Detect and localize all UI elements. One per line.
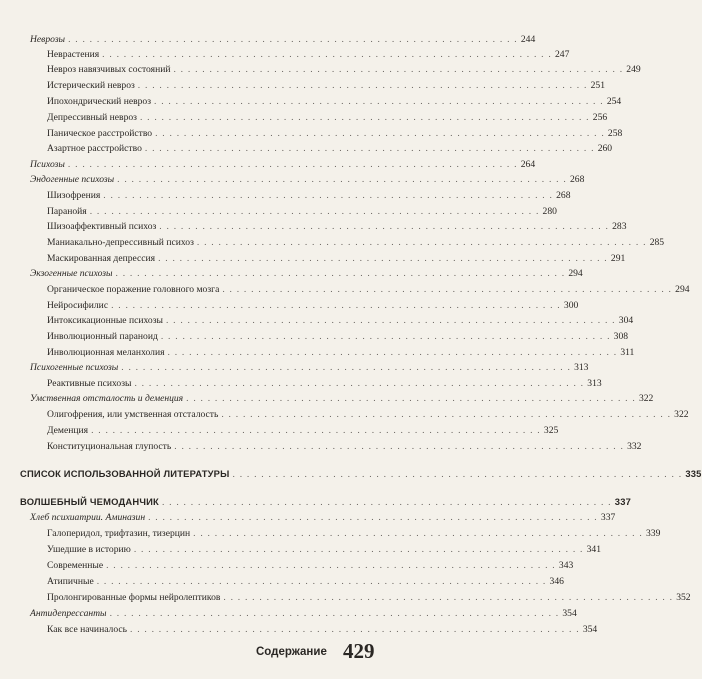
toc-entry-label: Антидепрессанты [30, 608, 107, 619]
toc-entry-label: Конституциональная глупость [47, 441, 172, 452]
toc-entry[interactable] [47, 128, 623, 139]
toc-leader-dots: . . . . . . . . . . . . . . . . . . . . . . . . . . . . . . . . . . . . . . . . . . . . . . . . . . . . . . . . . . . . . . . [67, 159, 518, 170]
toc-entry[interactable] [30, 393, 654, 404]
toc-entry[interactable] [47, 96, 622, 107]
toc-entry[interactable] [47, 112, 608, 123]
toc-entry-label: Эндогенные психозы [30, 174, 115, 185]
toc-entry-label: Экзогенные психозы [30, 268, 113, 279]
toc-entry-page: 300 [563, 300, 579, 311]
toc-leader-dots: . . . . . . . . . . . . . . . . . . . . . . . . . . . . . . . . . . . . . . . . . . . . . . . . . . . . . . . . . . . . . . . [222, 284, 673, 295]
toc-entry-label: СПИСОК ИСПОЛЬЗОВАННОЙ ЛИТЕРАТУРЫ [20, 468, 230, 479]
toc-entry-label: Истерический невроз [47, 80, 135, 91]
toc-entry-page: 311 [620, 347, 635, 358]
toc-entry[interactable] [47, 624, 598, 635]
toc-leader-dots: . . . . . . . . . . . . . . . . . . . . . . . . . . . . . . . . . . . . . . . . . . . . . . . . . . . . . . . . . . . . . . . [173, 64, 624, 75]
toc-entry-label: Современные [47, 560, 104, 571]
toc-entry-page: 339 [645, 528, 661, 539]
toc-leader-dots: . . . . . . . . . . . . . . . . . . . . . . . . . . . . . . . . . . . . . . . . . . . . . . . . . . . . . . . . . . . . . . . [91, 425, 541, 436]
toc-leader-dots: . . . . . . . . . . . . . . . . . . . . . . . . . . . . . . . . . . . . . . . . . . . . . . . . . . . . . . . . . . . . . . . [160, 331, 611, 342]
toc-entry[interactable] [30, 34, 536, 45]
toc-leader-dots: . . . . . . . . . . . . . . . . . . . . . . . . . . . . . . . . . . . . . . . . . . . . . . . . . . . . . . . . . . . . . . . [137, 80, 588, 91]
toc-entry[interactable] [47, 300, 579, 311]
toc-leader-dots: . . . . . . . . . . . . . . . . . . . . . . . . . . . . . . . . . . . . . . . . . . . . . . . . . . . . . . . . . . . . . . . [111, 300, 561, 311]
toc-entry[interactable] [47, 425, 559, 436]
toc-entry[interactable] [30, 362, 589, 373]
toc-entry-label: Органическое поражение головного мозга [47, 284, 220, 295]
toc-entry[interactable] [30, 174, 585, 185]
toc-entry-page: 291 [610, 253, 626, 264]
toc-entry-page: 341 [586, 544, 602, 555]
toc-leader-dots: . . . . . . . . . . . . . . . . . . . . . . . . . . . . . . . . . . . . . . . . . . . . . . . . . . . . . . . . . . . . . . . [174, 441, 625, 452]
toc-entry[interactable] [47, 315, 634, 326]
toc-entry-page: 283 [612, 221, 627, 232]
toc-entry[interactable] [47, 190, 571, 201]
toc-entry-label: Паранойя [47, 206, 87, 217]
toc-leader-dots: . . . . . . . . . . . . . . . . . . . . . . . . . . . . . . . . . . . . . . . . . . . . . . . . . . . . . . . . . . . . . . . [167, 347, 618, 358]
toc-entry-label: Деменция [47, 425, 89, 436]
toc-entry-page: 325 [543, 425, 559, 436]
toc-entry-label: Как все начиналось [47, 624, 127, 635]
toc-leader-dots: . . . . . . . . . . . . . . . . . . . . . . . . . . . . . . . . . . . . . . . . . . . . . . . . . . . . . . . . . . . . . . . [144, 143, 595, 154]
toc-entry-label: Хлеб психиатрии. Аминазин [30, 512, 146, 523]
toc-entry[interactable] [30, 512, 616, 523]
toc-entry-page: 304 [618, 315, 634, 326]
toc-entry[interactable] [47, 143, 613, 154]
toc-leader-dots: . . . . . . . . . . . . . . . . . . . . . . . . . . . . . . . . . . . . . . . . . . . . . . . . . . . . . . . . . . . . . . . [96, 576, 547, 587]
toc-entry[interactable] [47, 409, 689, 420]
toc-entry-page: 268 [569, 174, 585, 185]
toc-entry-page: 343 [558, 560, 574, 571]
toc-entry-label: Олигофрения, или умственная отсталость [47, 409, 219, 420]
running-footer-title: Содержание [256, 646, 327, 658]
toc-entry-label: Ипохондрический невроз [47, 96, 152, 107]
toc-entry[interactable] [30, 268, 583, 279]
toc-entry-page: 244 [520, 34, 536, 45]
toc-entry-label: Умственная отсталость и деменция [30, 393, 184, 404]
toc-entry[interactable] [47, 331, 629, 342]
toc-entry-label: Психозы [30, 159, 65, 170]
toc-entry-page: 335 [685, 468, 702, 479]
toc-entry-label: Нейросифилис [47, 300, 109, 311]
toc-entry-page: 249 [626, 64, 641, 75]
toc-entry-page: 285 [649, 237, 665, 248]
toc-entry-page: 264 [520, 159, 536, 170]
toc-entry[interactable] [47, 284, 690, 295]
toc-entry-label: Неврозы [30, 34, 66, 45]
toc-leader-dots: . . . . . . . . . . . . . . . . . . . . . . . . . . . . . . . . . . . . . . . . . . . . . . . . . . . . . . . . . . . . . . . [103, 190, 554, 201]
toc-leader-dots: . . . . . . . . . . . . . . . . . . . . . . . . . . . . . . . . . . . . . . . . . . . . . . . . . . . . . . . . . . . . . . . [186, 393, 636, 404]
toc-leader-dots: . . . . . . . . . . . . . . . . . . . . . . . . . . . . . . . . . . . . . . . . . . . . . . . . . . . . . . . . . . . . . . . [109, 608, 560, 619]
toc-entry-label: Психогенные психозы [30, 362, 119, 373]
toc-entry-page: 313 [587, 378, 602, 389]
toc-leader-dots: . . . . . . . . . . . . . . . . . . . . . . . . . . . . . . . . . . . . . . . . . . . . . . . . . . . . . . . . . . . . . . . [130, 624, 580, 635]
toc-leader-dots: . . . . . . . . . . . . . . . . . . . . . . . . . . . . . . . . . . . . . . . . . . . . . . . . . . . . . . . . . . . . . . . [161, 497, 612, 508]
toc-entry[interactable] [47, 576, 564, 587]
toc-leader-dots: . . . . . . . . . . . . . . . . . . . . . . . . . . . . . . . . . . . . . . . . . . . . . . . . . . . . . . . . . . . . . . . [106, 560, 556, 571]
toc-entry[interactable] [47, 64, 641, 75]
toc-entry-page: 322 [638, 393, 654, 404]
page-number: 429 [343, 639, 375, 663]
toc-leader-dots: . . . . . . . . . . . . . . . . . . . . . . . . . . . . . . . . . . . . . . . . . . . . . . . . . . . . . . . . . . . . . . . [159, 221, 610, 232]
toc-entry[interactable] [47, 221, 627, 232]
toc-entry-label: Шизоаффективный психоз [47, 221, 157, 232]
toc-entry[interactable] [47, 441, 642, 452]
toc-entry-page: 247 [554, 49, 570, 60]
toc-entry-page: 308 [613, 331, 629, 342]
toc-entry[interactable] [20, 496, 632, 508]
toc-leader-dots: . . . . . . . . . . . . . . . . . . . . . . . . . . . . . . . . . . . . . . . . . . . . . . . . . . . . . . . . . . . . . . . [223, 592, 674, 603]
toc-entry[interactable] [47, 347, 635, 358]
toc-entry[interactable] [30, 159, 536, 170]
toc-entry[interactable] [47, 80, 605, 91]
toc-entry-page: 354 [562, 608, 577, 619]
toc-leader-dots: . . . . . . . . . . . . . . . . . . . . . . . . . . . . . . . . . . . . . . . . . . . . . . . . . . . . . . . . . . . . . . . [165, 315, 616, 326]
toc-entry-page: 294 [675, 284, 690, 295]
toc-entry-page: 294 [568, 268, 583, 279]
toc-entry-page: 337 [600, 512, 616, 523]
toc-entry-label: Реактивные психозы [47, 378, 132, 389]
toc-entry-label: Ушедшие в историю [47, 544, 131, 555]
toc-entry-page: 346 [549, 576, 564, 587]
toc-entry[interactable] [47, 237, 665, 248]
toc-entry-label: Депрессивный невроз [47, 112, 137, 123]
toc-entry[interactable] [47, 560, 574, 571]
toc-entry[interactable] [47, 544, 602, 555]
toc-entry-page: 322 [674, 409, 689, 420]
toc-entry-label: Инволюционный параноид [47, 331, 158, 342]
toc-leader-dots: . . . . . . . . . . . . . . . . . . . . . . . . . . . . . . . . . . . . . . . . . . . . . . . . . . . . . . . . . . . . . . . [193, 528, 643, 539]
toc-leader-dots: . . . . . . . . . . . . . . . . . . . . . . . . . . . . . . . . . . . . . . . . . . . . . . . . . . . . . . . . . . . . . . . [158, 253, 608, 264]
toc-entry-page: 352 [676, 592, 691, 603]
toc-entry-page: 268 [556, 190, 571, 201]
toc-entry-page: 337 [614, 496, 632, 507]
toc-entry-label: Маскированная депрессия [47, 253, 156, 264]
toc-entry-label: Интоксикационные психозы [47, 315, 163, 326]
toc-entry-page: 251 [590, 80, 605, 91]
toc-leader-dots: . . . . . . . . . . . . . . . . . . . . . . . . . . . . . . . . . . . . . . . . . . . . . . . . . . . . . . . . . . . . . . . [89, 206, 540, 217]
toc-leader-dots: . . . . . . . . . . . . . . . . . . . . . . . . . . . . . . . . . . . . . . . . . . . . . . . . . . . . . . . . . . . . . . . [121, 362, 572, 373]
toc-entry[interactable] [47, 378, 602, 389]
toc-leader-dots: . . . . . . . . . . . . . . . . . . . . . . . . . . . . . . . . . . . . . . . . . . . . . . . . . . . . . . . . . . . . . . . [148, 512, 598, 523]
toc-leader-dots: . . . . . . . . . . . . . . . . . . . . . . . . . . . . . . . . . . . . . . . . . . . . . . . . . . . . . . . . . . . . . . . [117, 174, 567, 185]
toc-entry-label: Невроз навязчивых состояний [47, 64, 171, 75]
toc-leader-dots: . . . . . . . . . . . . . . . . . . . . . . . . . . . . . . . . . . . . . . . . . . . . . . . . . . . . . . . . . . . . . . . [134, 378, 585, 389]
toc-leader-dots: . . . . . . . . . . . . . . . . . . . . . . . . . . . . . . . . . . . . . . . . . . . . . . . . . . . . . . . . . . . . . . . [139, 112, 590, 123]
toc-entry-label: Азартное расстройство [47, 143, 142, 154]
toc-leader-dots: . . . . . . . . . . . . . . . . . . . . . . . . . . . . . . . . . . . . . . . . . . . . . . . . . . . . . . . . . . . . . . . [232, 469, 683, 480]
toc-entry[interactable] [47, 592, 691, 603]
toc-entry-label: Неврастения [47, 49, 100, 60]
toc-entry-label: Атипичные [47, 576, 94, 587]
toc-entry-page: 280 [542, 206, 557, 217]
toc-leader-dots: . . . . . . . . . . . . . . . . . . . . . . . . . . . . . . . . . . . . . . . . . . . . . . . . . . . . . . . . . . . . . . . [154, 96, 604, 107]
toc-leader-dots: . . . . . . . . . . . . . . . . . . . . . . . . . . . . . . . . . . . . . . . . . . . . . . . . . . . . . . . . . . . . . . . [115, 268, 566, 279]
toc-entry-page: 354 [582, 624, 598, 635]
toc-entry-label: Пролонгированные формы нейролептиков [47, 592, 221, 603]
toc-entry-page: 332 [627, 441, 642, 452]
toc-entry-label: Маниакально-депрессивный психоз [47, 237, 194, 248]
toc-entry-label: ВОЛШЕБНЫЙ ЧЕМОДАНЧИК [20, 496, 159, 507]
toc-leader-dots: . . . . . . . . . . . . . . . . . . . . . . . . . . . . . . . . . . . . . . . . . . . . . . . . . . . . . . . . . . . . . . . [102, 49, 552, 60]
toc-entry[interactable] [47, 528, 661, 539]
toc-entry-page: 260 [597, 143, 613, 154]
toc-entry-label: Инволюционная меланхолия [47, 347, 165, 358]
toc-leader-dots: . . . . . . . . . . . . . . . . . . . . . . . . . . . . . . . . . . . . . . . . . . . . . . . . . . . . . . . . . . . . . . . [221, 409, 672, 420]
toc-leader-dots: . . . . . . . . . . . . . . . . . . . . . . . . . . . . . . . . . . . . . . . . . . . . . . . . . . . . . . . . . . . . . . . [196, 237, 647, 248]
toc-entry-page: 258 [607, 128, 623, 139]
toc-entry[interactable] [30, 608, 577, 619]
toc-entry[interactable] [47, 49, 570, 60]
toc-leader-dots: . . . . . . . . . . . . . . . . . . . . . . . . . . . . . . . . . . . . . . . . . . . . . . . . . . . . . . . . . . . . . . . [155, 128, 605, 139]
toc-entry-page: 313 [574, 362, 589, 373]
toc-entry-page: 254 [606, 96, 622, 107]
toc-leader-dots: . . . . . . . . . . . . . . . . . . . . . . . . . . . . . . . . . . . . . . . . . . . . . . . . . . . . . . . . . . . . . . . [133, 544, 584, 555]
toc-entry-page: 256 [592, 112, 608, 123]
toc-entry[interactable] [47, 253, 626, 264]
toc-entry[interactable] [20, 468, 702, 480]
toc-leader-dots: . . . . . . . . . . . . . . . . . . . . . . . . . . . . . . . . . . . . . . . . . . . . . . . . . . . . . . . . . . . . . . . [68, 34, 518, 45]
toc-entry-label: Паническое расстройство [47, 128, 153, 139]
toc-entry[interactable] [47, 206, 557, 217]
toc-entry-label: Шизофрения [47, 190, 101, 201]
toc-entry-label: Галоперидол, трифтазин, тизерцин [47, 528, 191, 539]
